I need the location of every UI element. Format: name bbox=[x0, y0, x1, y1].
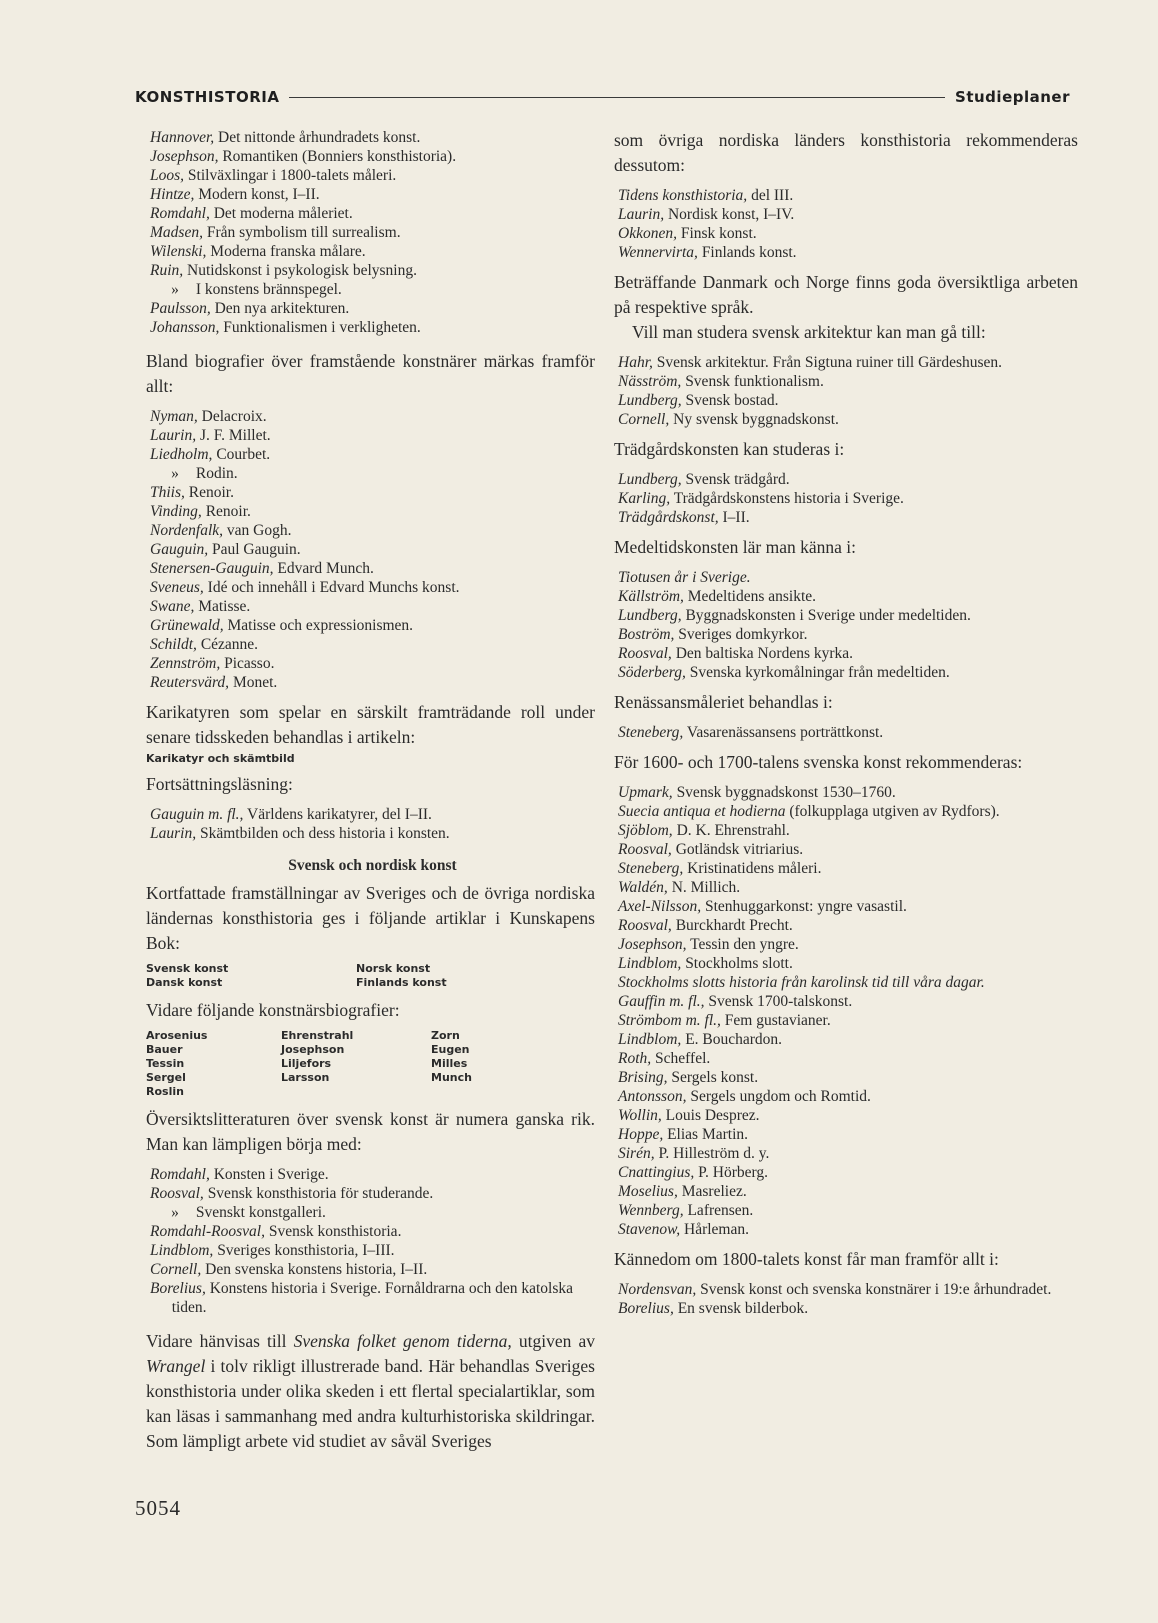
reference-author: Steneberg, bbox=[618, 860, 684, 877]
reference-entry bbox=[618, 372, 1078, 391]
paragraph-hanvisas bbox=[146, 1329, 595, 1454]
reference-entry bbox=[618, 1299, 1078, 1318]
reference-author: Schildt, bbox=[150, 636, 197, 653]
paragraph-garden-art: Trädgårdskonsten kan studeras i: bbox=[614, 439, 845, 459]
reference-list-biographies bbox=[150, 407, 595, 692]
reference-title: Från symbolism till surrealism. bbox=[206, 224, 401, 241]
reference-title: N. Millich. bbox=[671, 879, 741, 896]
bio-item: Eugen bbox=[431, 1043, 470, 1056]
reference-author: Axel-Nilsson, bbox=[618, 898, 702, 915]
reference-entry bbox=[618, 1163, 1078, 1182]
paragraph-artist-biographies: Vidare följande konstnärsbiografier: bbox=[146, 1000, 400, 1020]
reference-entry bbox=[618, 1125, 1078, 1144]
reference-title: Moderna franska målare. bbox=[210, 243, 366, 260]
reference-author: Suecia antiqua et hodierna bbox=[618, 803, 786, 820]
reference-author: Lundberg, bbox=[618, 607, 682, 624]
reference-author: Källström, bbox=[618, 588, 684, 605]
reference-title: Tessin den yngre. bbox=[690, 936, 799, 953]
reference-list-1800 bbox=[618, 1280, 1078, 1318]
reference-author: Hahr, bbox=[618, 354, 653, 371]
artist-biography-list bbox=[146, 1029, 595, 1099]
reference-title: Renoir. bbox=[205, 503, 251, 520]
reference-author: Thiis, bbox=[150, 484, 185, 501]
reference-entry bbox=[150, 261, 595, 280]
reference-title: Byggnadskonsten i Sverige under medeltiden. bbox=[685, 607, 971, 624]
reference-title: Matisse. bbox=[198, 598, 251, 615]
reference-entry bbox=[618, 783, 1078, 802]
reference-author: Roosval, bbox=[150, 1185, 204, 1202]
bio-item: Liljefors bbox=[281, 1057, 332, 1070]
reference-author: Josephson, bbox=[150, 148, 219, 165]
reference-author: Wennberg, bbox=[618, 1202, 684, 1219]
reference-entry bbox=[618, 663, 1078, 682]
reference-entry bbox=[150, 407, 595, 426]
bio-column bbox=[281, 1029, 431, 1099]
reference-entry bbox=[150, 223, 595, 242]
reference-author: Moselius, bbox=[618, 1183, 678, 1200]
reference-title: del III. bbox=[751, 187, 794, 204]
reference-list-overview bbox=[150, 1165, 595, 1317]
reference-title: Stenhuggarkonst: yngre vasastil. bbox=[704, 898, 907, 915]
reference-author: Borelius, bbox=[150, 1280, 206, 1297]
reference-entry bbox=[150, 204, 595, 223]
reference-author: Wennervirta, bbox=[618, 244, 698, 261]
bio-item: Milles bbox=[431, 1057, 468, 1070]
reference-entry bbox=[150, 147, 595, 166]
reference-author: Borelius, bbox=[618, 1300, 674, 1317]
reference-title: Stockholms slott. bbox=[685, 955, 793, 972]
reference-author: Madsen, bbox=[150, 224, 203, 241]
reference-entry bbox=[618, 410, 1078, 429]
reference-entry bbox=[618, 1220, 1078, 1239]
reference-title: Masreliez. bbox=[681, 1183, 747, 1200]
reference-author: Lundberg, bbox=[618, 392, 682, 409]
paragraph-continued-reading: Fortsättningsläsning: bbox=[146, 774, 293, 794]
reference-entry bbox=[150, 1279, 595, 1317]
header-rule bbox=[289, 97, 945, 98]
reference-author: Paulsson, bbox=[150, 300, 211, 317]
reference-title: Svenskt konstgalleri. bbox=[195, 1204, 326, 1221]
reference-author: Roth, bbox=[618, 1050, 652, 1067]
reference-title: D. K. Ehrenstrahl. bbox=[676, 822, 790, 839]
reference-entry bbox=[150, 578, 595, 597]
reference-entry bbox=[150, 1222, 595, 1241]
reference-title: En svensk bilderbok. bbox=[677, 1300, 809, 1317]
reference-author: Näsström, bbox=[618, 373, 682, 390]
reference-author: Steneberg, bbox=[618, 724, 684, 741]
reference-entry bbox=[150, 559, 595, 578]
bio-item: Josephson bbox=[281, 1043, 345, 1056]
reference-title: Modern konst, I–II. bbox=[198, 186, 320, 203]
reference-entry bbox=[150, 1260, 595, 1279]
reference-entry bbox=[618, 1030, 1078, 1049]
reference-author: Hoppe, bbox=[618, 1126, 664, 1143]
reference-entry bbox=[150, 242, 595, 261]
reference-entry bbox=[618, 821, 1078, 840]
reference-title: J. F. Millet. bbox=[199, 427, 271, 444]
reference-title: I–II. bbox=[722, 509, 750, 526]
reference-entry bbox=[618, 1144, 1078, 1163]
reference-entry bbox=[150, 502, 595, 521]
reference-entry bbox=[618, 391, 1078, 410]
reference-title: Svensk trädgård. bbox=[685, 471, 790, 488]
reference-entry bbox=[618, 508, 1078, 527]
reference-title: Skämtbilden och dess historia i konsten. bbox=[199, 825, 450, 842]
reference-author: Sirén, bbox=[618, 1145, 655, 1162]
reference-author: Laurin, bbox=[618, 206, 665, 223]
reference-title: Svensk konst och svenska konstnärer i 19:e århundradet. bbox=[700, 1281, 1052, 1298]
reference-entry bbox=[150, 1165, 595, 1184]
reference-author: Romdahl-Roosval, bbox=[150, 1223, 265, 1240]
paragraph-architecture: Vill man studera svensk arkitektur kan man gå till: bbox=[632, 322, 986, 342]
reference-entry bbox=[618, 489, 1078, 508]
article-finlands-konst: Finlands konst bbox=[356, 976, 447, 989]
text-run-italic: Svenska folket genom tiderna, bbox=[293, 1331, 512, 1351]
text-run: utgiven av bbox=[511, 1331, 595, 1351]
reference-author: Boström, bbox=[618, 626, 675, 643]
reference-author: Ruin, bbox=[150, 262, 184, 279]
reference-entry bbox=[150, 483, 595, 502]
reference-author: Upmark, bbox=[618, 784, 673, 801]
reference-title: Finsk konst. bbox=[680, 225, 757, 242]
reference-title: Världens karikatyrer, del I–II. bbox=[247, 806, 432, 823]
reference-author: Lundberg, bbox=[618, 471, 682, 488]
reference-entry bbox=[618, 587, 1078, 606]
article-dansk-konst: Dansk konst bbox=[146, 976, 223, 989]
reference-entry bbox=[150, 185, 595, 204]
reference-title: Konsten i Sverige. bbox=[213, 1166, 329, 1183]
reference-title: van Gogh. bbox=[226, 522, 292, 539]
reference-list-medieval bbox=[618, 568, 1078, 682]
reference-entry bbox=[618, 1011, 1078, 1030]
reference-entry bbox=[150, 318, 595, 337]
reference-author: Gauffin m. fl., bbox=[618, 993, 705, 1010]
reference-entry bbox=[618, 1182, 1078, 1201]
reference-entry bbox=[618, 205, 1078, 224]
header-right-title: Studieplaner bbox=[955, 88, 1070, 106]
reference-title: Det moderna måleriet. bbox=[213, 205, 353, 222]
bio-item: Bauer bbox=[146, 1043, 183, 1056]
paragraph-danmark-norge: Beträffande Danmark och Norge finns goda översiktliga arbeten på respektive språk. bbox=[614, 272, 1078, 317]
article-norsk-konst: Norsk konst bbox=[356, 962, 431, 975]
reference-author: Nordenfalk, bbox=[150, 522, 224, 539]
reference-title: P. Hilleström d. y. bbox=[658, 1145, 770, 1162]
reference-title: Gotländsk vitriarius. bbox=[675, 841, 804, 858]
reference-author: Sjöblom, bbox=[618, 822, 673, 839]
text-run: Vidare hänvisas till bbox=[146, 1331, 294, 1351]
paragraph-karikatyr: Karikatyren som spelar en särskilt framträdande roll under senare tidsskeden behandlas i artikeln: bbox=[146, 702, 595, 747]
reference-title: (folkupplaga utgiven av Rydfors). bbox=[789, 803, 1000, 820]
reference-author: Wilenski, bbox=[150, 243, 207, 260]
reference-entry bbox=[618, 186, 1078, 205]
reference-list-nordic bbox=[618, 186, 1078, 262]
reference-author: Karling, bbox=[618, 490, 671, 507]
ditto-mark: » bbox=[171, 465, 179, 482]
reference-title: Edvard Munch. bbox=[277, 560, 374, 577]
reference-title: Svenska kyrkomålningar från medeltiden. bbox=[689, 664, 950, 681]
reference-entry bbox=[150, 540, 595, 559]
reference-author: Laurin, bbox=[150, 427, 197, 444]
reference-list-caricature bbox=[150, 805, 595, 843]
reference-entry bbox=[618, 625, 1078, 644]
reference-author: Nyman, bbox=[150, 408, 198, 425]
paragraph-overview-literature: Översiktslitteraturen över svensk konst är numera ganska rik. Man kan lämpligen börja med: bbox=[146, 1109, 595, 1154]
reference-author: Antonsson, bbox=[618, 1088, 687, 1105]
reference-entry bbox=[150, 635, 595, 654]
reference-entry bbox=[618, 353, 1078, 372]
ditto-mark: » bbox=[171, 281, 179, 298]
reference-entry bbox=[150, 166, 595, 185]
reference-author: Hintze, bbox=[150, 186, 195, 203]
reference-author: Lindblom, bbox=[618, 1031, 682, 1048]
reference-title: Svensk 1700-talskonst. bbox=[708, 993, 853, 1010]
reference-author: Johansson, bbox=[150, 319, 220, 336]
reference-entry bbox=[150, 654, 595, 673]
reference-title: I konstens brännspegel. bbox=[195, 281, 342, 298]
reference-entry bbox=[150, 824, 595, 843]
reference-title: Fem gustavianer. bbox=[724, 1012, 831, 1029]
reference-title: Svensk konsthistoria för studerande. bbox=[207, 1185, 434, 1202]
bio-item: Roslin bbox=[146, 1085, 184, 1098]
reference-entry bbox=[150, 426, 595, 445]
reference-author: Zennström, bbox=[150, 655, 221, 672]
left-column bbox=[146, 128, 595, 1454]
reference-entry bbox=[618, 1201, 1078, 1220]
paragraph-biographies: Bland biografier över framstående konstnärer märkas framför allt: bbox=[146, 351, 595, 396]
reference-list-architecture bbox=[618, 353, 1078, 429]
reference-author: Stenersen-Gauguin, bbox=[150, 560, 274, 577]
reference-entry bbox=[618, 243, 1078, 262]
reference-title: Monet. bbox=[232, 674, 278, 691]
reference-title: Paul Gauguin. bbox=[212, 541, 301, 558]
reference-author: Swane, bbox=[150, 598, 195, 615]
reference-author: Cornell, bbox=[618, 411, 670, 428]
bio-item: Sergel bbox=[146, 1071, 186, 1084]
reference-author: Romdahl, bbox=[150, 1166, 210, 1183]
reference-entry bbox=[150, 521, 595, 540]
reference-author: Okkonen, bbox=[618, 225, 677, 242]
reference-entry bbox=[150, 1241, 595, 1260]
reference-title: Den baltiska Nordens kyrka. bbox=[675, 645, 854, 662]
reference-entry bbox=[618, 840, 1078, 859]
reference-title: Nordisk konst, I–IV. bbox=[667, 206, 795, 223]
reference-author: Tiotusen år i Sverige. bbox=[618, 569, 751, 586]
reference-entry bbox=[618, 897, 1078, 916]
header-section-title: KONSTHISTORIA bbox=[135, 88, 280, 106]
reference-title: Lafrensen. bbox=[687, 1202, 754, 1219]
reference-title: Sveriges domkyrkor. bbox=[678, 626, 808, 643]
reference-title: Matisse och expressionismen. bbox=[227, 617, 414, 634]
reference-entry bbox=[150, 673, 595, 692]
reference-entry bbox=[618, 954, 1078, 973]
reference-list-garden bbox=[618, 470, 1078, 527]
reference-title: Ny svensk byggnadskonst. bbox=[673, 411, 839, 428]
reference-entry bbox=[150, 1184, 595, 1203]
reference-entry bbox=[618, 470, 1078, 489]
reference-entry bbox=[150, 299, 595, 318]
reference-author: Liedholm, bbox=[150, 446, 213, 463]
reference-entry bbox=[150, 128, 595, 147]
reference-entry bbox=[618, 859, 1078, 878]
ditto-mark: » bbox=[171, 1204, 179, 1221]
reference-title: Stilväxlingar i 1800-talets måleri. bbox=[187, 167, 397, 184]
reference-author: Nordensvan, bbox=[618, 1281, 697, 1298]
reference-author: Cornell, bbox=[150, 1261, 202, 1278]
reference-author: Gauguin, bbox=[150, 541, 209, 558]
reference-title: Rodin. bbox=[195, 465, 238, 482]
reference-entry bbox=[618, 916, 1078, 935]
reference-entry bbox=[618, 1280, 1078, 1299]
reference-title: Svensk byggnadskonst 1530–1760. bbox=[676, 784, 896, 801]
reference-title: Funktionalismen i verkligheten. bbox=[223, 319, 421, 336]
bio-item: Larsson bbox=[281, 1071, 330, 1084]
reference-entry bbox=[618, 935, 1078, 954]
reference-title: Kristinatidens måleri. bbox=[687, 860, 822, 877]
reference-author: Lindblom, bbox=[150, 1242, 214, 1259]
reference-entry bbox=[618, 973, 1078, 992]
paragraph-renaissance: Renässansmåleriet behandlas i: bbox=[614, 692, 833, 712]
reference-title: Louis Desprez. bbox=[665, 1107, 760, 1124]
reference-author: Romdahl, bbox=[150, 205, 210, 222]
reference-title: Den nya arkitekturen. bbox=[214, 300, 350, 317]
reference-title: Renoir. bbox=[188, 484, 234, 501]
reference-author: Strömbom m. fl., bbox=[618, 1012, 721, 1029]
reference-list-1600-1700 bbox=[618, 783, 1078, 1239]
bio-item: Munch bbox=[431, 1071, 472, 1084]
reference-entry bbox=[618, 878, 1078, 897]
bio-column bbox=[431, 1029, 551, 1099]
reference-title: Vasarenässansens porträttkonst. bbox=[686, 724, 884, 741]
reference-entry bbox=[618, 606, 1078, 625]
paragraph-continuation: som övriga nordiska länders konsthistoria rekommenderas dessutom: bbox=[614, 130, 1078, 175]
reference-title: Svensk bostad. bbox=[685, 392, 779, 409]
reference-entry bbox=[618, 723, 1078, 742]
reference-entry bbox=[150, 616, 595, 635]
reference-author: Waldén, bbox=[618, 879, 668, 896]
reference-title: Medeltidens ansikte. bbox=[687, 588, 817, 605]
reference-entry bbox=[150, 280, 595, 299]
reference-author: Tidens konsthistoria, bbox=[618, 187, 748, 204]
right-column bbox=[614, 128, 1078, 1318]
reference-title: E. Bouchardon. bbox=[685, 1031, 783, 1048]
reference-title: Courbet. bbox=[216, 446, 271, 463]
reference-title: Scheffel. bbox=[655, 1050, 711, 1067]
reference-author: Cnattingius, bbox=[618, 1164, 695, 1181]
reference-entry bbox=[618, 568, 1078, 587]
reference-author: Roosval, bbox=[618, 645, 672, 662]
reference-title: Finlands konst. bbox=[701, 244, 797, 261]
reference-entry bbox=[618, 1106, 1078, 1125]
article-reference-karikatyr: Karikatyr och skämtbild bbox=[146, 752, 295, 765]
paragraph-1800: Kännedom om 1800-talets konst får man framför allt i: bbox=[614, 1249, 999, 1269]
reference-entry bbox=[150, 597, 595, 616]
reference-title: Hårleman. bbox=[684, 1221, 749, 1238]
reference-entry bbox=[618, 224, 1078, 243]
text-run: i tolv rikligt illustrerade band. Här behandlas Sveriges konsthistoria under olika skeden i ett flertal specialartiklar, som kan läsas i sammanhang med andra kulturhistoriska skildringar. Som lämpligt arbete vid studiet av såväl Sveriges bbox=[146, 1356, 595, 1451]
reference-author: Hannover, bbox=[150, 129, 215, 146]
reference-title: P. Hörberg. bbox=[698, 1164, 769, 1181]
reference-entry bbox=[150, 805, 595, 824]
reference-list-general bbox=[150, 128, 595, 337]
paragraph-kortfattade: Kortfattade framställningar av Sveriges och de övriga nordiska ländernas konsthistoria ges i följande artiklar i Kunskapens Bok: bbox=[146, 883, 595, 953]
bio-item: Arosenius bbox=[146, 1029, 208, 1042]
paragraph-1600-1700: För 1600- och 1700-talens svenska konst rekommenderas: bbox=[614, 752, 1023, 772]
reference-title: Picasso. bbox=[224, 655, 275, 672]
reference-entry bbox=[618, 1087, 1078, 1106]
reference-title: Elias Martin. bbox=[667, 1126, 749, 1143]
reference-title: Idé och innehåll i Edvard Munchs konst. bbox=[207, 579, 460, 596]
reference-title: Sergels ungdom och Romtid. bbox=[690, 1088, 871, 1105]
reference-title: Sergels konst. bbox=[671, 1069, 759, 1086]
reference-entry bbox=[150, 1203, 595, 1222]
reference-title: Cézanne. bbox=[200, 636, 259, 653]
bio-item: Tessin bbox=[146, 1057, 185, 1070]
reference-author: Roosval, bbox=[618, 841, 672, 858]
reference-title: Konstens historia i Sverige. Fornåldrarna och den katolska tiden. bbox=[171, 1280, 574, 1316]
reference-author: Grünewald, bbox=[150, 617, 224, 634]
reference-entry bbox=[618, 1049, 1078, 1068]
reference-title: Burckhardt Precht. bbox=[675, 917, 793, 934]
reference-author: Loos, bbox=[150, 167, 185, 184]
reference-title: Romantiken (Bonniers konsthistoria). bbox=[222, 148, 457, 165]
reference-list-renaissance bbox=[618, 723, 1078, 742]
bio-column bbox=[146, 1029, 281, 1099]
bio-item: Zorn bbox=[431, 1029, 460, 1042]
reference-author: Reutersvärd, bbox=[150, 674, 230, 691]
reference-author: Vinding, bbox=[150, 503, 202, 520]
reference-title: Det nittonde århundradets konst. bbox=[218, 129, 421, 146]
reference-author: Gauguin m. fl., bbox=[150, 806, 244, 823]
reference-author: Trädgårdskonst, bbox=[618, 509, 719, 526]
reference-title: Svensk funktionalism. bbox=[685, 373, 824, 390]
article-list-nordic bbox=[146, 962, 595, 990]
article-svensk-konst: Svensk konst bbox=[146, 962, 229, 975]
reference-entry bbox=[618, 802, 1078, 821]
reference-author: Laurin, bbox=[150, 825, 197, 842]
reference-title: Svensk konsthistoria. bbox=[268, 1223, 402, 1240]
section-heading-swedish-nordic-art: Svensk och nordisk konst bbox=[288, 857, 457, 874]
reference-author: Brising, bbox=[618, 1069, 668, 1086]
text-run-italic: Wrangel bbox=[146, 1356, 206, 1376]
paragraph-medieval: Medeltidskonsten lär man känna i: bbox=[614, 537, 857, 557]
reference-author: Roosval, bbox=[618, 917, 672, 934]
running-header bbox=[135, 84, 1070, 110]
reference-author: Stockholms slotts historia från karolinsk tid till våra dagar. bbox=[618, 974, 985, 991]
bio-item: Ehrenstrahl bbox=[281, 1029, 354, 1042]
reference-author: Wollin, bbox=[618, 1107, 662, 1124]
reference-entry bbox=[618, 992, 1078, 1011]
reference-title: Delacroix. bbox=[201, 408, 267, 425]
reference-author: Sveneus, bbox=[150, 579, 204, 596]
reference-title: Sveriges konsthistoria, I–III. bbox=[217, 1242, 395, 1259]
reference-entry bbox=[150, 445, 595, 464]
reference-entry bbox=[150, 464, 595, 483]
reference-author: Stavenow, bbox=[618, 1221, 681, 1238]
reference-author: Lindblom, bbox=[618, 955, 682, 972]
reference-title: Svensk arkitektur. Från Sigtuna ruiner till Gärdeshusen. bbox=[656, 354, 1003, 371]
reference-entry bbox=[618, 644, 1078, 663]
page-number: 5054 bbox=[135, 1496, 181, 1520]
reference-author: Söderberg, bbox=[618, 664, 686, 681]
reference-title: Nutidskonst i psykologisk belysning. bbox=[187, 262, 417, 279]
reference-author: Josephson, bbox=[618, 936, 687, 953]
reference-title: Trädgårdskonstens historia i Sverige. bbox=[673, 490, 904, 507]
reference-entry bbox=[618, 1068, 1078, 1087]
reference-title: Den svenska konstens historia, I–II. bbox=[205, 1261, 428, 1278]
